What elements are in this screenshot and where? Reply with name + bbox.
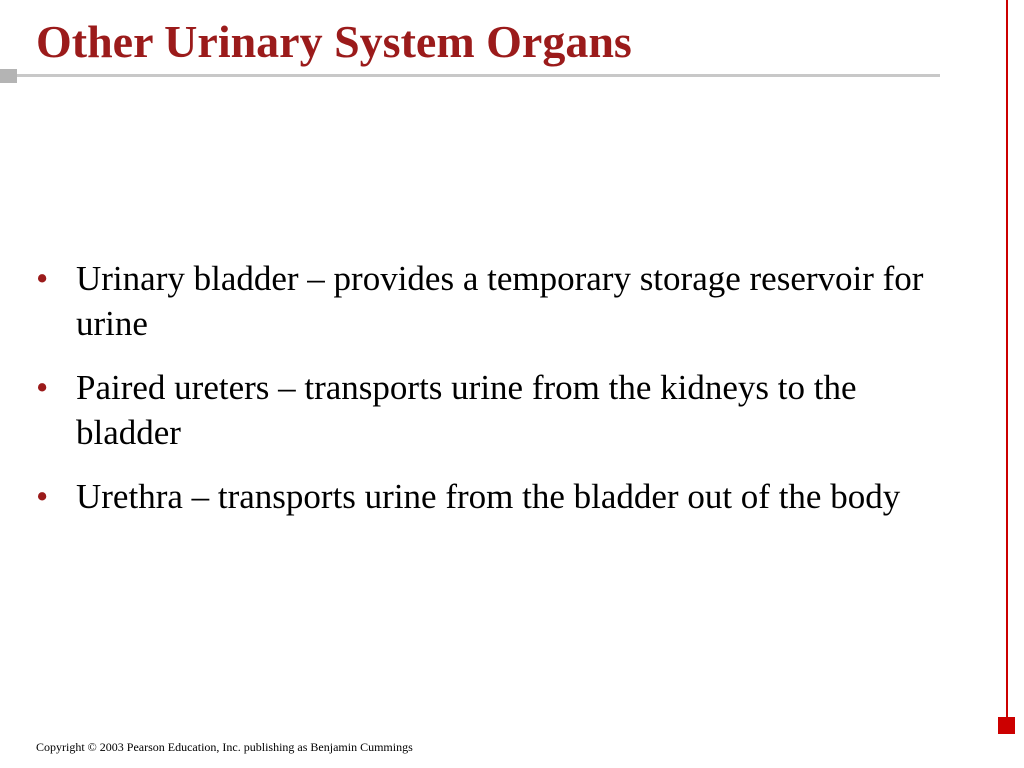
bullet-item — [36, 365, 966, 455]
bullet-item — [36, 256, 966, 346]
title-divider — [0, 74, 940, 77]
bullet-dot-icon: • — [36, 477, 49, 516]
bullet-item — [36, 474, 966, 519]
bullet-dot-icon: • — [36, 368, 49, 407]
right-vertical-rule — [1006, 0, 1008, 720]
right-decor-square — [998, 717, 1015, 734]
bullet-text: Paired ureters – transports urine from the kidneys to the bladder — [76, 368, 857, 452]
bullet-dot-icon: • — [36, 259, 49, 298]
left-decor-square — [0, 69, 17, 83]
bullet-text: Urinary bladder – provides a temporary storage reservoir for urine — [76, 259, 924, 343]
bullet-list — [36, 256, 966, 538]
copyright-footer: Copyright © 2003 Pearson Education, Inc. publishing as Benjamin Cummings — [36, 740, 413, 754]
bullet-text: Urethra – transports urine from the bladder out of the body — [76, 477, 901, 516]
slide-title: Other Urinary System Organs — [36, 16, 632, 67]
